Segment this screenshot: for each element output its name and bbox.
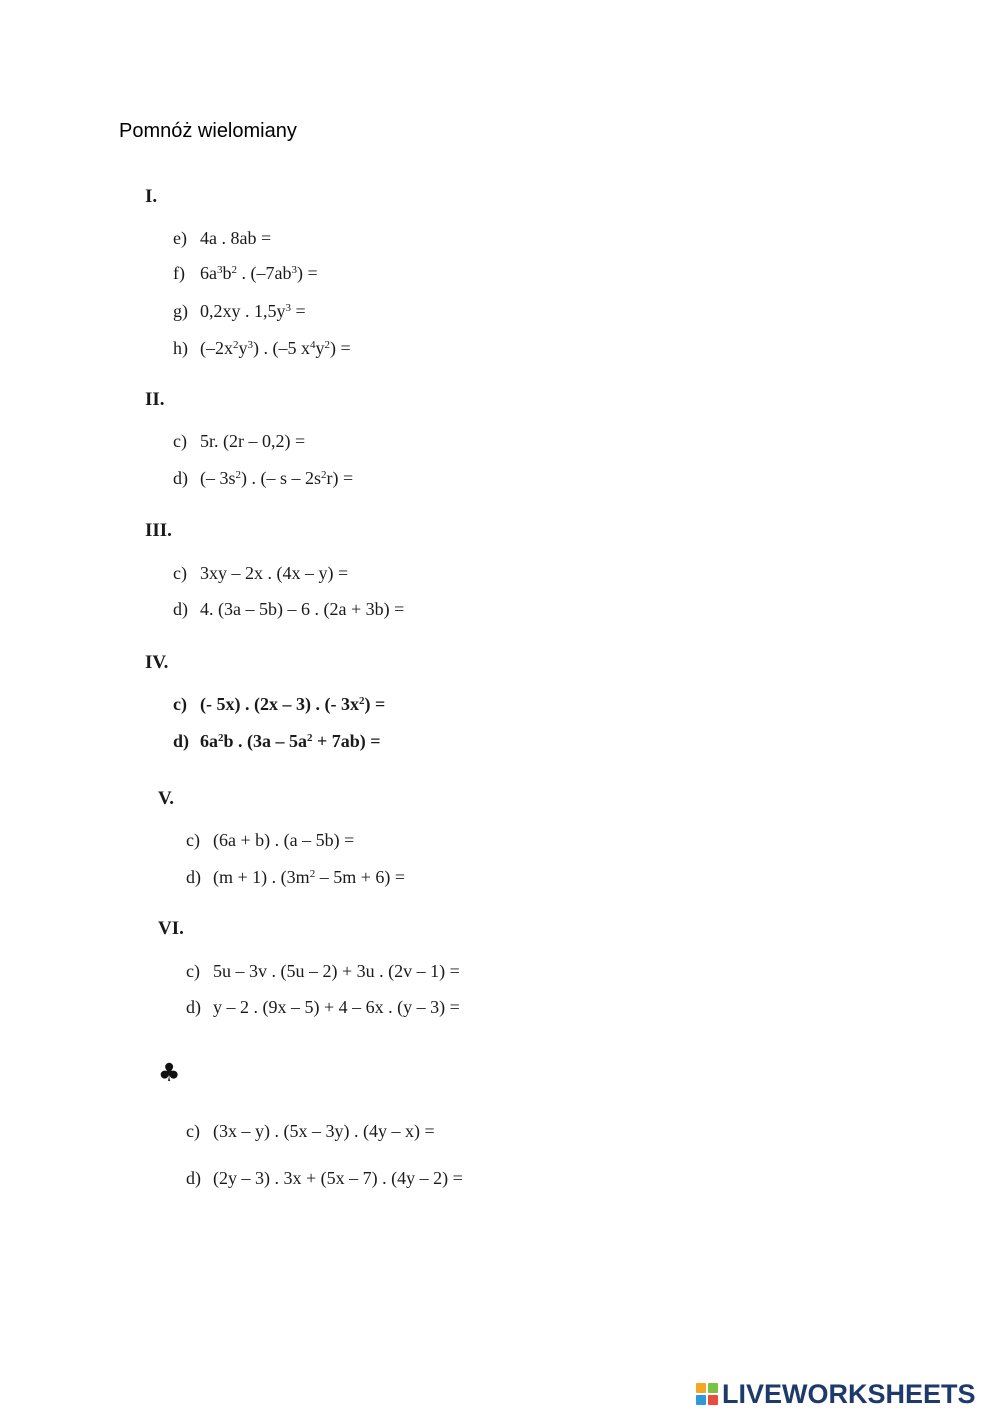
exercise-letter: h): [173, 338, 188, 358]
liveworksheets-logo-icon: [696, 1383, 718, 1405]
exercise-expression: y – 2 . (9x – 5) + 4 – 6x . (y – 3) =: [213, 997, 460, 1017]
exercise-expression: 4. (3a – 5b) – 6 . (2a + 3b) =: [200, 599, 405, 619]
brand-name: LIVEWORKSHEETS: [722, 1378, 976, 1409]
exercise-letter: c): [173, 431, 187, 451]
exercise-1g: [173, 301, 306, 322]
exercise-expression: 5u – 3v . (5u – 2) + 3u . (2v – 1) =: [213, 961, 460, 981]
exercise-expression: $6a^2b$ . $(3a - 5a^2 + 7ab)$ =: [200, 731, 381, 751]
exercise-5c: [186, 830, 354, 851]
exercise-6d: [186, 997, 460, 1018]
exercise-letter: d): [173, 731, 190, 751]
logo-square-orange: [696, 1383, 706, 1393]
exercise-club-d: [186, 1168, 463, 1189]
exercise-letter: d): [186, 1168, 201, 1188]
exercise-2c: [173, 431, 305, 452]
liveworksheets-brand: [696, 1379, 976, 1409]
exercise-5d: [186, 867, 405, 888]
exercise-expression: (2y – 3) . 3x + (5x – 7) . (4y – 2) =: [213, 1168, 463, 1188]
exercise-letter: f): [173, 263, 185, 283]
section-heading-5: V.: [158, 788, 175, 809]
exercise-letter: d): [186, 997, 201, 1017]
exercise-1h: [173, 338, 351, 359]
exercise-letter: c): [186, 830, 200, 850]
exercise-3d: [173, 599, 404, 620]
logo-square-green: [708, 1383, 718, 1393]
exercise-letter: d): [186, 867, 201, 887]
section-heading-4: IV.: [145, 652, 169, 673]
exercise-letter: c): [173, 563, 187, 583]
exercise-2d: [173, 468, 353, 489]
exercise-expression: (6a + b) . (a – 5b) =: [213, 830, 355, 850]
exercise-expression: (m + 1) . $(3m^2 - 5m + 6)$ =: [213, 867, 406, 887]
worksheet-title: Pomnóż wielomiany: [119, 120, 297, 142]
section-heading-1: I.: [145, 186, 158, 207]
exercise-4c: [173, 694, 385, 715]
exercise-letter: c): [173, 694, 187, 714]
exercise-1f: [173, 263, 318, 284]
exercise-expression: (– $3s^2$) . (– s – $2s^2r$) =: [200, 468, 354, 488]
exercise-expression: (3x – y) . (5x – 3y) . (4y – x) =: [213, 1121, 435, 1141]
section-heading-6: VI.: [158, 918, 184, 939]
logo-square-blue: [696, 1395, 706, 1405]
exercise-3c: [173, 563, 348, 584]
exercise-letter: d): [173, 468, 188, 488]
exercise-club-c: [186, 1121, 435, 1142]
exercise-letter: d): [173, 599, 188, 619]
exercise-letter: c): [186, 961, 200, 981]
exercise-expression: (- 5x) . (2x – 3) . (- $3x^2$) =: [200, 694, 386, 714]
exercise-expression: 0,2xy . $1,5y^3$ =: [200, 301, 306, 321]
logo-square-red: [708, 1395, 718, 1405]
exercise-expression: 3xy – 2x . (4x – y) =: [200, 563, 349, 583]
exercise-expression: $(-2x^2y^3)$ . (–5 $x^4y^2$) =: [200, 338, 351, 358]
exercise-1e: [173, 228, 271, 249]
exercise-letter: e): [173, 228, 187, 248]
exercise-expression: $6a^3b^2$ . $(-7ab^3)$ =: [200, 263, 318, 283]
exercise-6c: [186, 961, 460, 982]
exercise-letter: g): [173, 301, 188, 321]
club-suit-heading: ♣: [158, 1058, 181, 1087]
section-heading-3: III.: [145, 520, 172, 541]
exercise-letter: c): [186, 1121, 200, 1141]
exercise-expression: 5r. (2r – 0,2) =: [200, 431, 306, 451]
exercise-4d: [173, 731, 381, 752]
section-heading-2: II.: [145, 389, 165, 410]
exercise-expression: 4a . 8ab =: [200, 228, 272, 248]
